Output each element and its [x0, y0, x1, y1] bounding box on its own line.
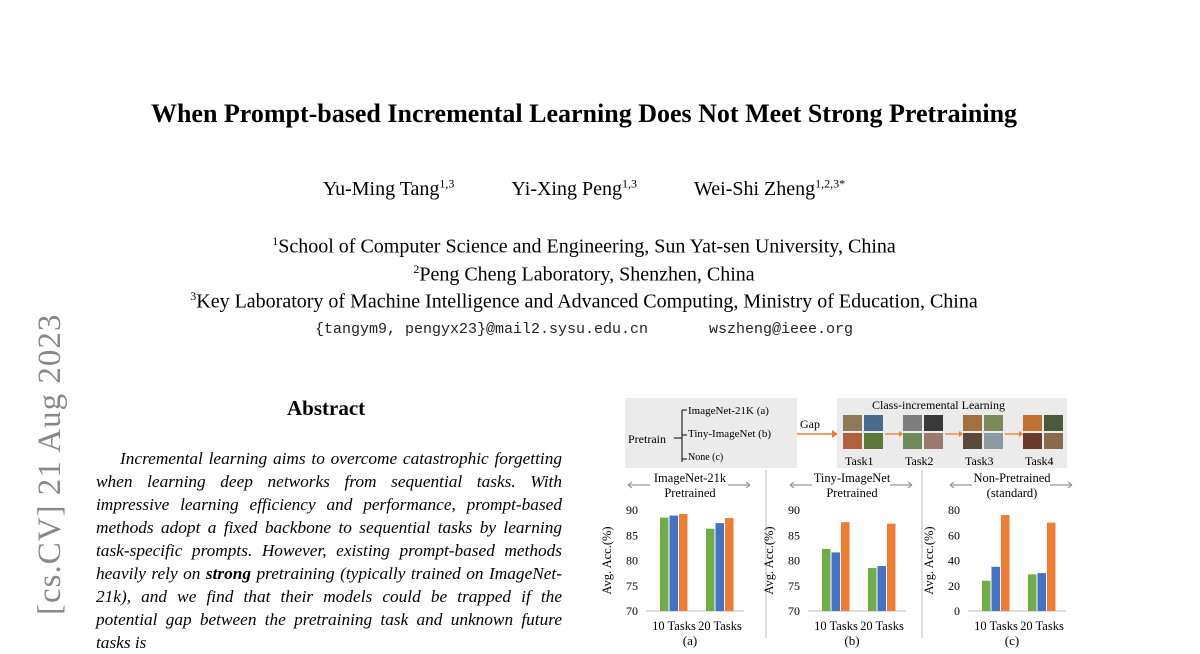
- task-thumbnail: [924, 433, 943, 449]
- chart-title: ImageNet-21k: [653, 471, 727, 485]
- task-thumbnail: [903, 433, 922, 449]
- task-thumbnail: [903, 415, 922, 431]
- task-thumbnail: [984, 433, 1003, 449]
- affiliation-3: $^3$Key Laboratory of Machine Intelligence and Advanced Computing, Ministry of Education, China: [190, 289, 978, 313]
- task-thumbnail: [843, 433, 862, 449]
- bar: [992, 567, 1001, 611]
- x-tick-label: 20 Tasks: [1020, 619, 1064, 633]
- email-line: [0, 321, 1168, 338]
- abstract-heading: Abstract: [287, 396, 366, 420]
- task-label: Task2: [905, 454, 934, 468]
- task-thumbnail: [963, 433, 982, 449]
- bar: [660, 518, 669, 611]
- bar: [679, 514, 688, 611]
- task-thumbnail: [963, 415, 982, 431]
- bar: [1038, 573, 1047, 611]
- email-1[interactable]: {tangym9, pengyx23}@mail2.sysu.edu.cn: [314, 321, 648, 338]
- chart-panel-2: [762, 471, 912, 648]
- bar: [670, 516, 679, 611]
- bar: [725, 518, 734, 611]
- chart-panel-1: [600, 471, 750, 648]
- bar: [1028, 574, 1037, 611]
- bar: [1001, 515, 1010, 611]
- task-thumbnail: [864, 433, 883, 449]
- author-1: Yu-Ming Tang$^{1,3}$: [322, 176, 455, 200]
- y-tick-label: 90: [788, 503, 800, 517]
- x-tick-label: 20 Tasks: [860, 619, 904, 633]
- task-thumbnail: [1044, 433, 1063, 449]
- affiliation-2: $^2$Peng Cheng Laboratory, Shenzhen, China: [413, 262, 755, 286]
- x-tick-label: 10 Tasks: [814, 619, 858, 633]
- gap-label: Gap: [800, 417, 820, 431]
- task-thumbnail: [924, 415, 943, 431]
- task-thumbnail: [843, 415, 862, 431]
- author-3: Wei-Shi Zheng$^{1,2,3*}$: [693, 176, 846, 200]
- bar: [716, 523, 725, 611]
- y-tick-label: 90: [626, 503, 638, 517]
- panel-label: (c): [1004, 633, 1020, 648]
- y-axis-label: Avg. Acc.(%): [762, 526, 776, 595]
- bar: [982, 581, 991, 611]
- bar: [832, 552, 841, 611]
- y-tick-label: 20: [948, 578, 960, 593]
- y-tick-label: 70: [626, 604, 638, 618]
- y-tick-label: 75: [788, 578, 800, 593]
- abstract-body: Incremental learning aims to overcome catastrophic forgetting when learning deep networks from sequential tasks. With impressive learning efficiency and performance, prompt-based methods adopt a fixed backbone to sequential tasks by learning task-specific prompts. However, existing prompt-based methods heavily rely on strong pretraining (typically trained on ImageNet-21k), and we find that their models could be trapped if the potential gap between the pretraining task and unknown future tasks is: [96, 449, 562, 652]
- x-tick-label: 10 Tasks: [974, 619, 1018, 633]
- chart-title: Non-Pretrained: [973, 471, 1051, 485]
- y-tick-label: 40: [948, 553, 960, 568]
- chart-title: Tiny-ImageNet: [813, 471, 891, 485]
- x-tick-label: 10 Tasks: [652, 619, 696, 633]
- affiliation-1: $^1$School of Computer Science and Engineering, Sun Yat-sen University, China: [272, 234, 896, 258]
- bar: [706, 529, 715, 611]
- y-tick-label: 60: [948, 528, 960, 543]
- x-tick-label: 20 Tasks: [698, 619, 742, 633]
- y-tick-label: 0: [954, 604, 960, 618]
- bar: [878, 566, 887, 611]
- y-tick-label: 80: [948, 503, 960, 517]
- bar: [887, 524, 896, 611]
- bar: [1047, 523, 1056, 611]
- y-tick-label: 75: [626, 578, 638, 593]
- pretrain-label: Pretrain: [628, 432, 666, 446]
- y-tick-label: 70: [788, 604, 800, 618]
- y-tick-label: 80: [788, 553, 800, 568]
- bar: [822, 549, 831, 611]
- pretrain-option-a: ImageNet-21K (a): [688, 405, 769, 417]
- paper-title: When Prompt-based Incremental Learning Does Not Meet Strong Pretraining: [150, 99, 1018, 128]
- task-thumbnail: [1023, 415, 1042, 431]
- cil-title: Class-incremental Learning: [872, 398, 1005, 412]
- task-label: Task3: [965, 454, 994, 468]
- author-2: Yi-Xing Peng$^{1,3}$: [511, 176, 637, 200]
- bar-charts: [600, 471, 1072, 648]
- task-label: Task1: [845, 454, 874, 468]
- teaser-figure: [600, 392, 1080, 648]
- task-thumbnail: [984, 415, 1003, 431]
- figure-svg: [600, 392, 1080, 648]
- email-2[interactable]: wszheng@ieee.org: [709, 321, 854, 338]
- task-thumbnail: [1044, 415, 1063, 431]
- chart-title: Pretrained: [826, 486, 878, 500]
- bar: [841, 522, 850, 611]
- task-thumbnail: [1023, 433, 1042, 449]
- author-list: [0, 176, 1168, 201]
- chart-panel-3: [922, 471, 1072, 648]
- chart-title: Pretrained: [664, 486, 716, 500]
- y-tick-label: 85: [788, 528, 800, 543]
- panel-label: (a): [682, 633, 698, 648]
- y-axis-label: Avg. Acc.(%): [922, 526, 936, 595]
- arxiv-stamp: [cs.CV] 21 Aug 2023: [32, 313, 68, 615]
- bar: [868, 568, 877, 611]
- task-label: Task4: [1025, 454, 1054, 468]
- task-thumbnail: [864, 415, 883, 431]
- pretrain-option-c: None (c): [688, 452, 724, 463]
- y-axis-label: Avg. Acc.(%): [600, 526, 614, 595]
- chart-title: (standard): [986, 486, 1038, 500]
- y-tick-label: 85: [626, 528, 638, 543]
- y-tick-label: 80: [626, 553, 638, 568]
- panel-label: (b): [844, 633, 860, 648]
- pretrain-option-b: Tiny-ImageNet (b): [688, 428, 771, 440]
